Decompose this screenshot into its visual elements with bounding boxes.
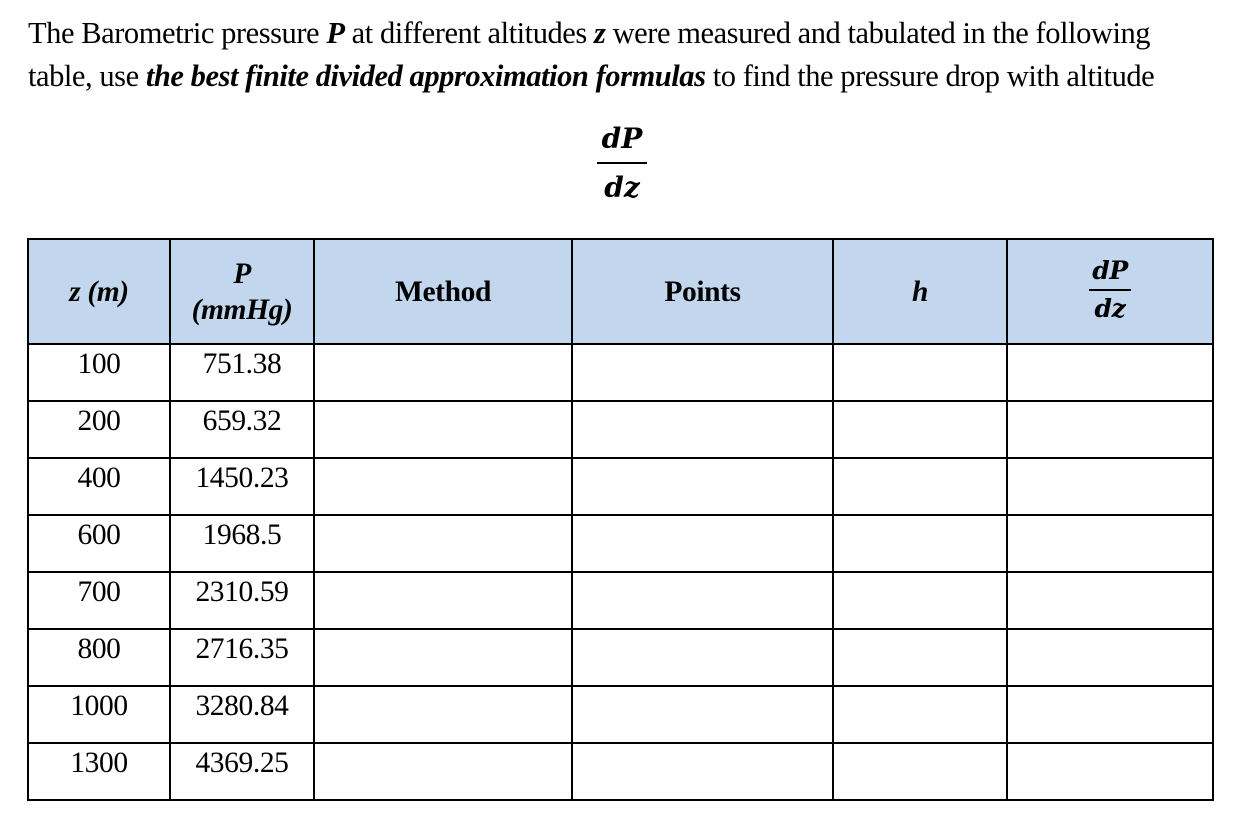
cell-derivative [1007,515,1213,572]
cell-h [833,401,1007,458]
cell-method [314,344,572,401]
cell-z: 200 [28,401,170,458]
problem-text: to find the pressure drop with altitude [705,59,1155,93]
problem-statement [28,12,1223,98]
fraction-numerator: dP [601,122,643,155]
fraction-numerator: dP [1092,256,1128,285]
problem-line-2 [28,55,1223,98]
cell-z: 1300 [28,743,170,800]
altitude-symbol: z [594,16,606,50]
problem-text: table, use [28,59,146,93]
cell-points [572,686,833,743]
cell-points [572,743,833,800]
cell-method [314,686,572,743]
cell-points [572,401,833,458]
table-row [28,401,1213,458]
cell-pressure: 659.32 [170,401,314,458]
cell-pressure: 2310.59 [170,572,314,629]
header-pressure [170,239,314,344]
header-derivative [1007,239,1213,344]
header-derivative-fraction [1089,257,1131,323]
header-z: z (m) [28,239,170,344]
table-row [28,572,1213,629]
cell-points [572,458,833,515]
cell-points [572,572,833,629]
table-row [28,629,1213,686]
table-row [28,743,1213,800]
problem-text: were measured and tabulated in the following [605,16,1151,50]
table-row [28,686,1213,743]
cell-h [833,743,1007,800]
cell-pressure: 1450.23 [170,458,314,515]
cell-h [833,572,1007,629]
problem-line-1 [28,12,1223,55]
table-row [28,458,1213,515]
cell-points [572,515,833,572]
problem-text: at different altitudes [344,16,594,50]
table-header-row [28,239,1213,344]
fraction-bar [597,162,647,164]
cell-z: 100 [28,344,170,401]
cell-z: 400 [28,458,170,515]
cell-z: 700 [28,572,170,629]
fraction-bar [1089,289,1131,291]
cell-h [833,344,1007,401]
cell-z: 600 [28,515,170,572]
cell-pressure: 2716.35 [170,629,314,686]
cell-z: 800 [28,629,170,686]
cell-pressure: 3280.84 [170,686,314,743]
cell-h [833,458,1007,515]
header-points: Points [572,239,833,344]
emphasized-phrase: the best finite divided approximation formulas [145,59,706,93]
table-row [28,344,1213,401]
cell-derivative [1007,458,1213,515]
pressure-symbol: P [326,16,345,50]
cell-derivative [1007,686,1213,743]
cell-method [314,629,572,686]
cell-z: 1000 [28,686,170,743]
header-pressure-symbol: P [233,257,251,290]
cell-h [833,629,1007,686]
cell-points [572,344,833,401]
header-method: Method [314,239,572,344]
cell-pressure: 751.38 [170,344,314,401]
header-h: h [833,239,1007,344]
derivative-fraction [597,122,647,205]
cell-points [572,629,833,686]
problem-text: The Barometric pressure [28,16,327,50]
table-row [28,515,1213,572]
fraction-denominator: dz [1094,294,1126,323]
header-pressure-unit: (mmHg) [191,293,293,326]
data-table [27,238,1214,801]
cell-pressure: 1968.5 [170,515,314,572]
cell-h [833,686,1007,743]
cell-derivative [1007,629,1213,686]
cell-h [833,515,1007,572]
cell-method [314,401,572,458]
cell-derivative [1007,572,1213,629]
cell-derivative [1007,743,1213,800]
cell-method [314,743,572,800]
cell-method [314,458,572,515]
cell-derivative [1007,401,1213,458]
cell-derivative [1007,344,1213,401]
cell-pressure: 4369.25 [170,743,314,800]
fraction-denominator: dz [604,171,640,204]
cell-method [314,515,572,572]
cell-method [314,572,572,629]
